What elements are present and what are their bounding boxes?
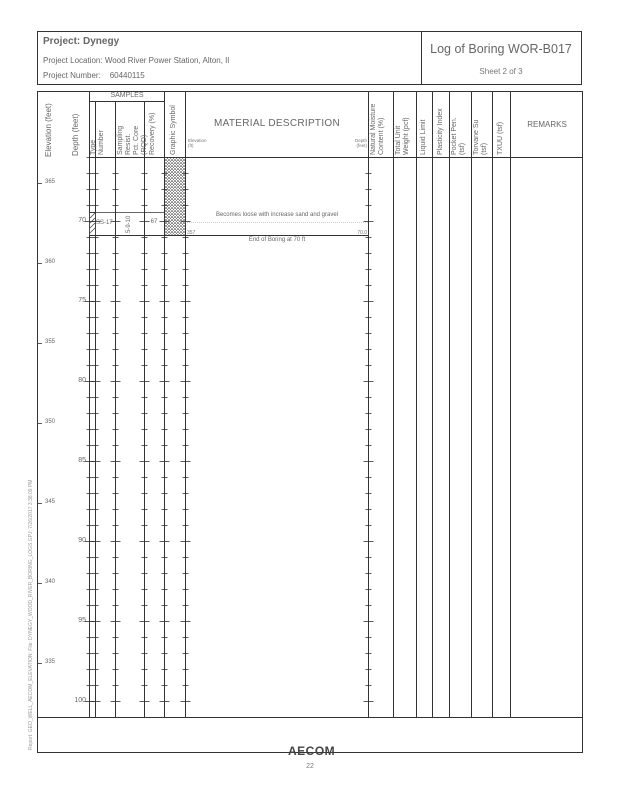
description-1: Becomes loose with increase sand and gravel	[215, 212, 339, 218]
rqd-header: Pct. Core (RQD)	[133, 125, 148, 155]
depth-label: 85	[78, 457, 86, 464]
moisture-header: Natural Moisture Content (%)	[370, 103, 385, 155]
elevation-label: 345	[45, 499, 56, 505]
depth-label: 75	[78, 297, 86, 304]
material-description-header: MATERIAL DESCRIPTION	[213, 118, 340, 129]
remarks-header: REMARKS	[527, 120, 567, 129]
depth-small-label: Depth (feet)	[354, 138, 367, 148]
plasticity-header: Plasticity Index	[437, 108, 444, 155]
recovery-header: Recovery (%)	[149, 112, 156, 155]
graphic-symbol-fill	[165, 158, 185, 236]
elevation-label: 360	[45, 259, 56, 265]
number-header: Number	[98, 130, 105, 155]
sheet-number: Sheet 2 of 3	[479, 67, 523, 76]
elevation-small-label: Elevation (ft)	[188, 138, 207, 148]
torvane-header: Torvane Su (tsf)	[473, 119, 488, 155]
log-title: Log of Boring WOR-B017	[430, 42, 572, 56]
samples-header: SAMPLES	[110, 92, 144, 99]
liquid-limit-header: Liquid Limit	[420, 119, 427, 155]
description-2: End of Boring at 70 ft	[248, 237, 306, 243]
project-title: Project: Dynegy	[43, 36, 120, 47]
project-location: Project Location: Wood River Power Station, Alton, Il	[43, 56, 230, 65]
type-header-line1: Type	[90, 139, 97, 155]
elevation-label: 365	[45, 179, 56, 185]
depth-label: 80	[78, 377, 86, 384]
elevation-label: 355	[45, 339, 56, 345]
txuu-header: TXUU (tsf)	[497, 121, 504, 155]
elevation-label: 335	[45, 659, 56, 665]
end-elevation: 357	[187, 230, 196, 236]
side-note: Report: GEO_WELL_AECOM_ELEVATION; File: DYNEGY_WOOD_RIVER_BORING_LOGS.GPJ; 7/26/2017 3:38:09 PM	[28, 479, 34, 750]
sample-resistance: 5-9-10	[126, 215, 132, 233]
depth-label: 70	[78, 217, 86, 224]
project-number-value: 60440115	[109, 71, 145, 80]
sample-number: SS-17	[96, 220, 113, 226]
sample-recovery: 67	[150, 219, 158, 225]
depth-label: 95	[78, 617, 86, 624]
depth-label: 90	[78, 537, 86, 544]
elevation-header: Elevation (feet)	[44, 103, 53, 157]
depth-header: Depth (feet)	[71, 113, 80, 156]
unit-weight-header: Total Unit Weight (pcf)	[395, 117, 410, 155]
aecom-logo: AECOM	[288, 744, 336, 758]
depth-label: 100	[74, 697, 86, 704]
elevation-label: 350	[45, 419, 56, 425]
end-depth: 70.0	[357, 230, 367, 236]
page-number: 22	[306, 763, 314, 770]
type-header	[90, 130, 106, 155]
elevation-label: 340	[45, 579, 56, 585]
graphic-symbol-header: Graphic Symbol	[170, 105, 177, 155]
pocket-pen-header: Pocket Pen. (tsf)	[451, 117, 466, 155]
sampling-resistance-header: Sampling Resist.	[117, 125, 132, 155]
project-number-label: Project Number:	[43, 71, 101, 80]
